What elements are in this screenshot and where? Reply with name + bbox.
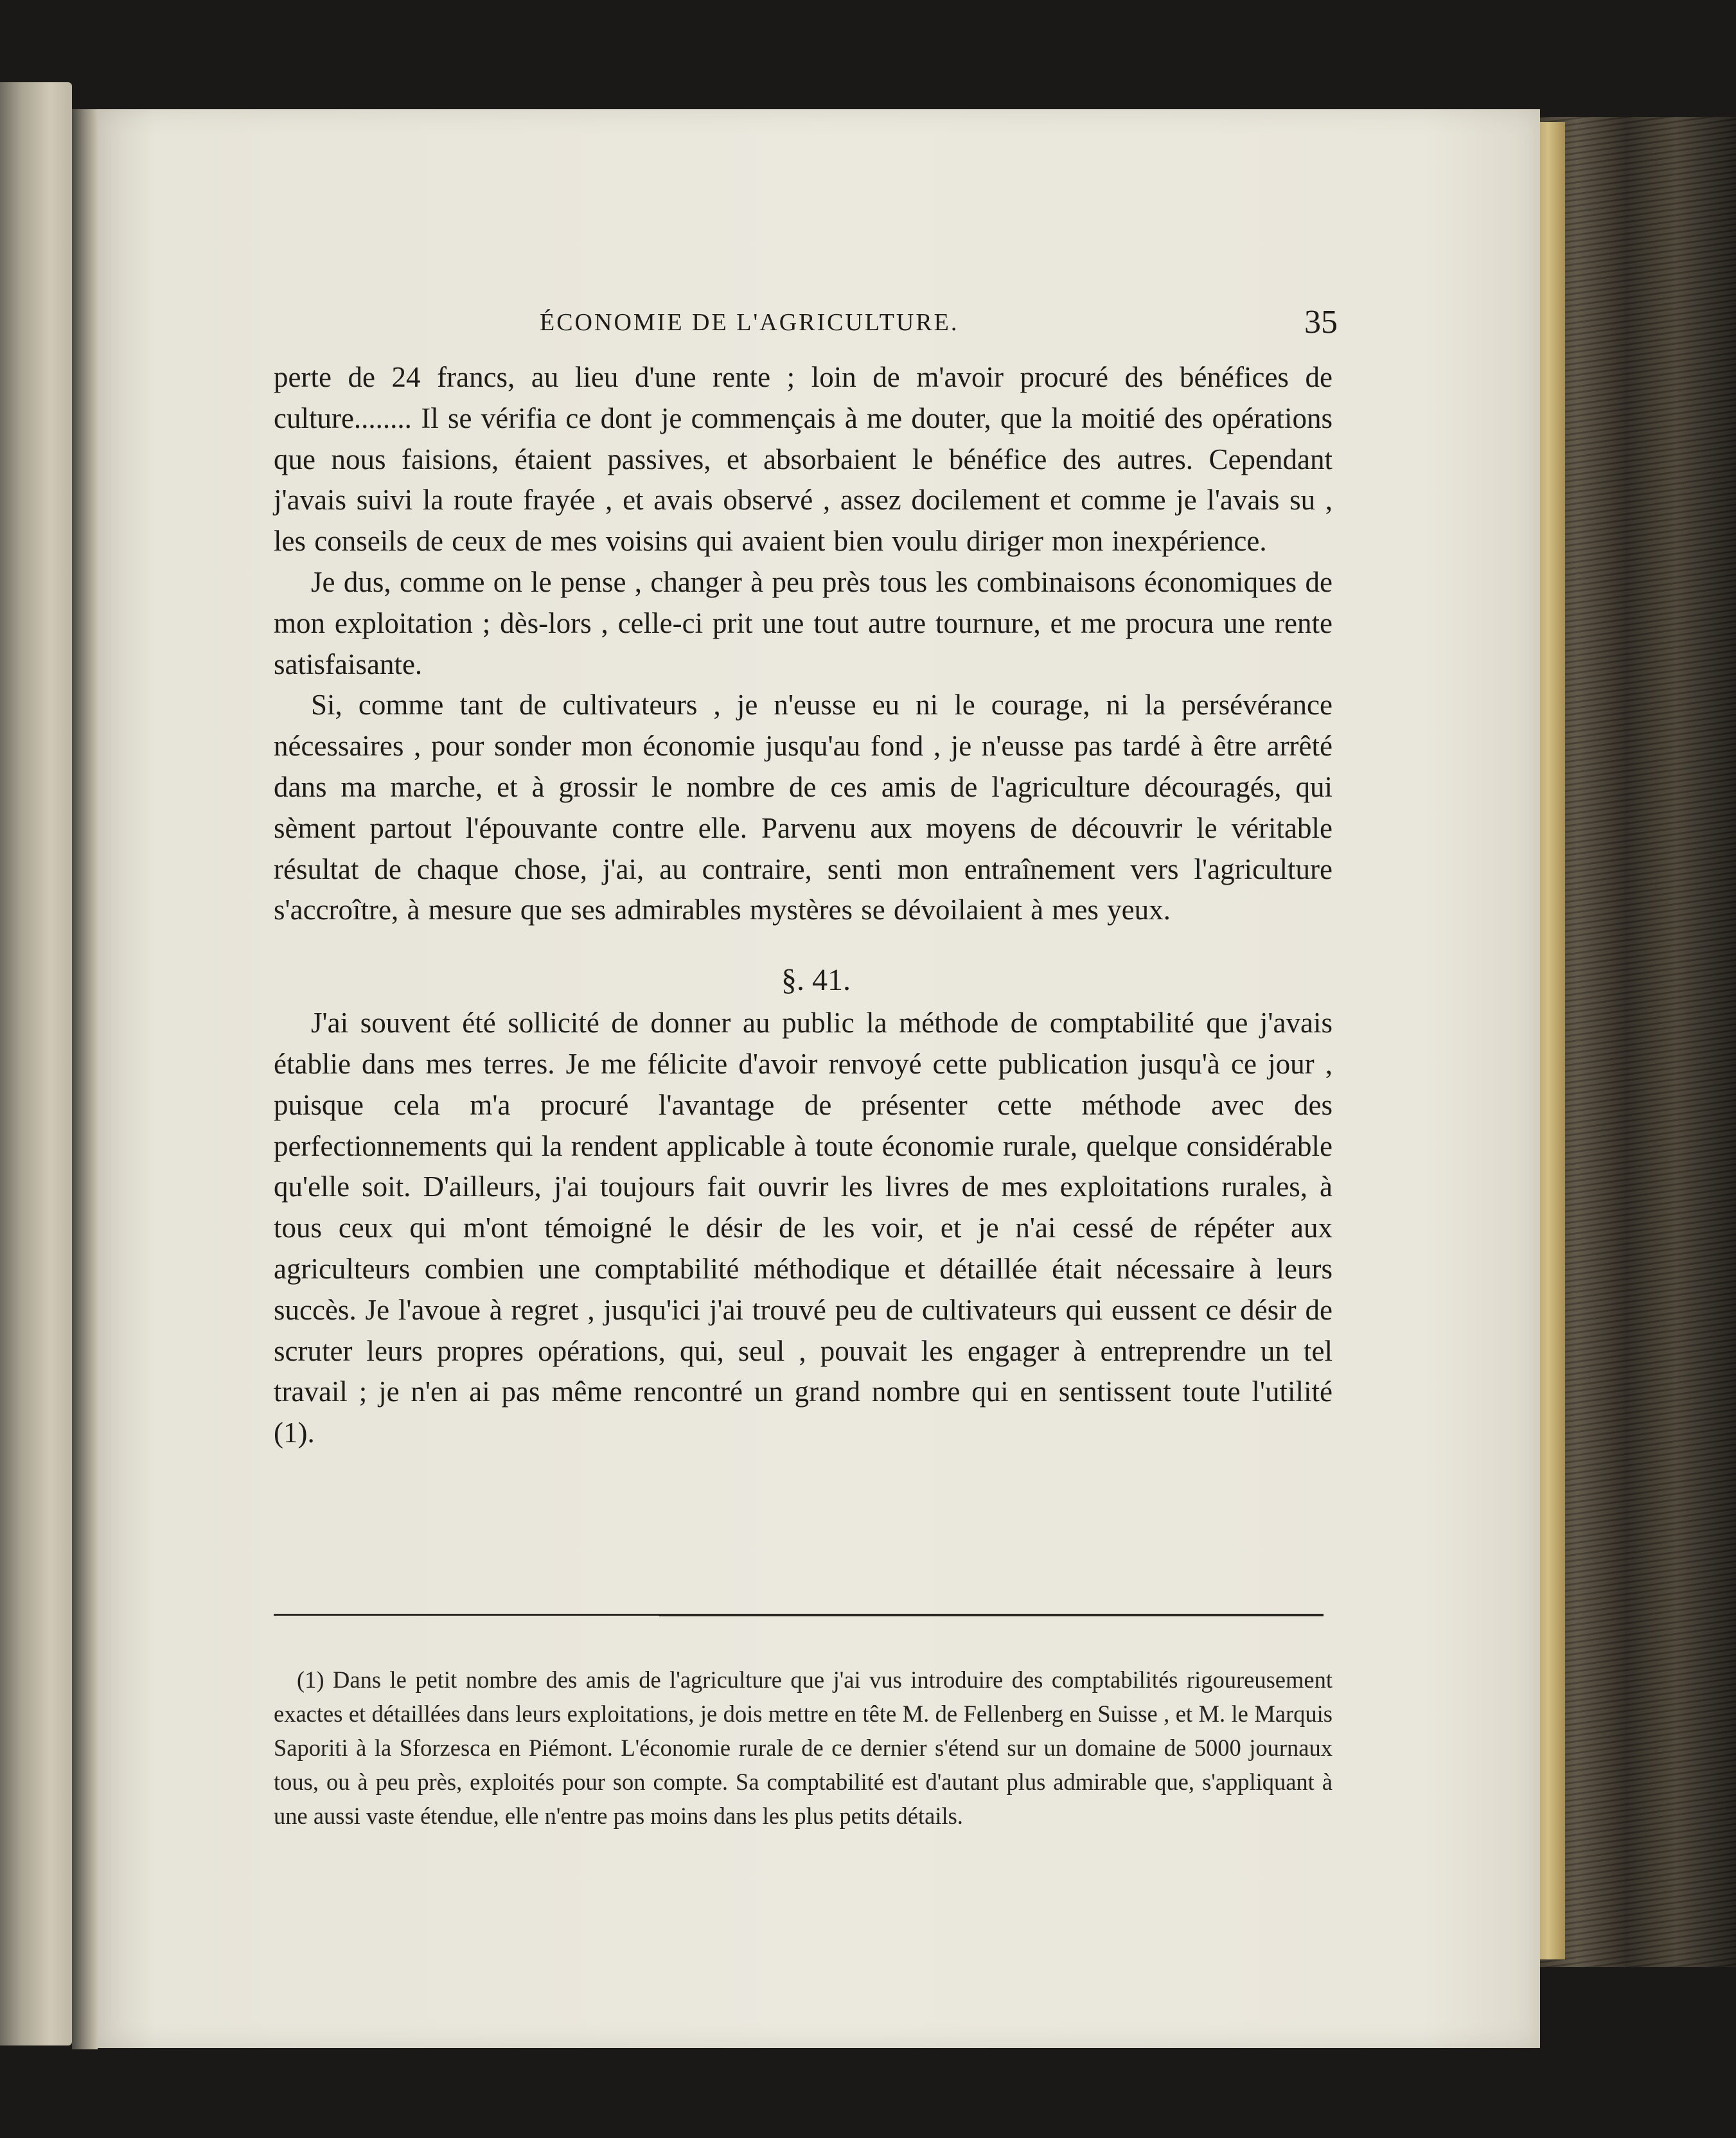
paragraph-1: perte de 24 francs, au lieu d'une rente ; loin de m'avoir procuré des bénéfices de culture........ Il se vérifia ce dont je commençais à me douter, que la moitié des opérations que nous faisions, étaient passives, et absorbaient le bénéfice des autres. Cependant j'avais suivi la route frayée , et avais observé , assez docilement et comme je l'avais su , les conseils de ceux de mes voisins qui avaient bien voulu diriger mon inexpérience. xyxy=(274,361,1333,558)
page-fore-edge xyxy=(1537,122,1565,1959)
paragraph-2: Je dus, comme on le pense , changer à peu près tous les combinaisons économiques de mon exploitation ; dès-lors , celle-ci prit une tout autre tournure, et me procura une rente satisfaisante. xyxy=(274,565,1333,680)
book-cover-edge xyxy=(1537,117,1736,1967)
book-gutter xyxy=(72,109,98,2049)
section-heading: §. 41. xyxy=(781,963,851,998)
footnote: (1) Dans le petit nombre des amis de l'agriculture que j'ai vus introduire des comptabilités rigoureusement exactes et détaillées dans leurs exploitations, je dois mettre en tête M. de Fellenberg en Suisse , et M. le Marquis Saporiti à la Sforzesca en Piémont. L'économie rurale de ce dernier s'étend sur un domaine de 5000 journaux tous, ou à peu près, exploités pour son compte. Sa comptabilité est d'autant plus admirable que, s'appliquant à une aussi vaste étendue, elle n'entre pas moins dans les plus petits détails. xyxy=(274,1666,1333,1829)
footnote-separator xyxy=(274,1614,1324,1620)
separator-rule-left xyxy=(274,1614,659,1616)
previous-page-edge xyxy=(0,82,72,2045)
paragraph-3: Si, comme tant de cultivateurs , je n'eusse eu ni le courage, ni la persévérance nécessaires , pour sonder mon économie jusqu'au fond , je n'eusse pas tardé à être arrêté dans ma marche, et à grossir le nombre de ces amis de l'agriculture découragés, qui sèment partout l'épouvante contre elle. Parvenu aux moyens de découvrir le véritable résultat de chaque chose, j'ai, au contraire, senti mon entraînement vers l'agriculture s'accroître, à mesure que ses admirables mystères se dévoilaient à mes yeux. xyxy=(274,689,1333,926)
page-number: 35 xyxy=(1304,304,1338,340)
running-head: ÉCONOMIE DE L'AGRICULTURE. xyxy=(540,309,959,336)
page-header xyxy=(276,303,1338,344)
separator-rule-right xyxy=(659,1614,1324,1616)
main-text xyxy=(274,357,1333,1454)
paragraph-4: J'ai souvent été sollicité de donner au public la méthode de comptabilité que j'avais établie dans mes terres. Je me félicite d'avoir renvoyé cette publication jusqu'à ce jour , puisque cela m'a procuré l'avantage de présenter cette méthode avec des perfectionnements qui la rendent applicable à toute économie rurale, quelque considérable qu'elle soit. D'ailleurs, j'ai toujours fait ouvrir les livres de mes exploitations rurales, à tous ceux qui m'ont témoigné le désir de les voir, et je n'ai cessé de répéter aux agriculteurs combien une comptabilité méthodique et détaillée était nécessaire à leurs succès. Je l'avoue à regret , jusqu'ici j'ai trouvé peu de cultivateurs qui eussent ce désir de scruter leurs propres opérations, qui, seul , pouvait les engager à entreprendre un tel travail ; je n'en ai pas même rencontré un grand nombre qui en sentissent toute l'utilité (1). xyxy=(274,1007,1333,1449)
